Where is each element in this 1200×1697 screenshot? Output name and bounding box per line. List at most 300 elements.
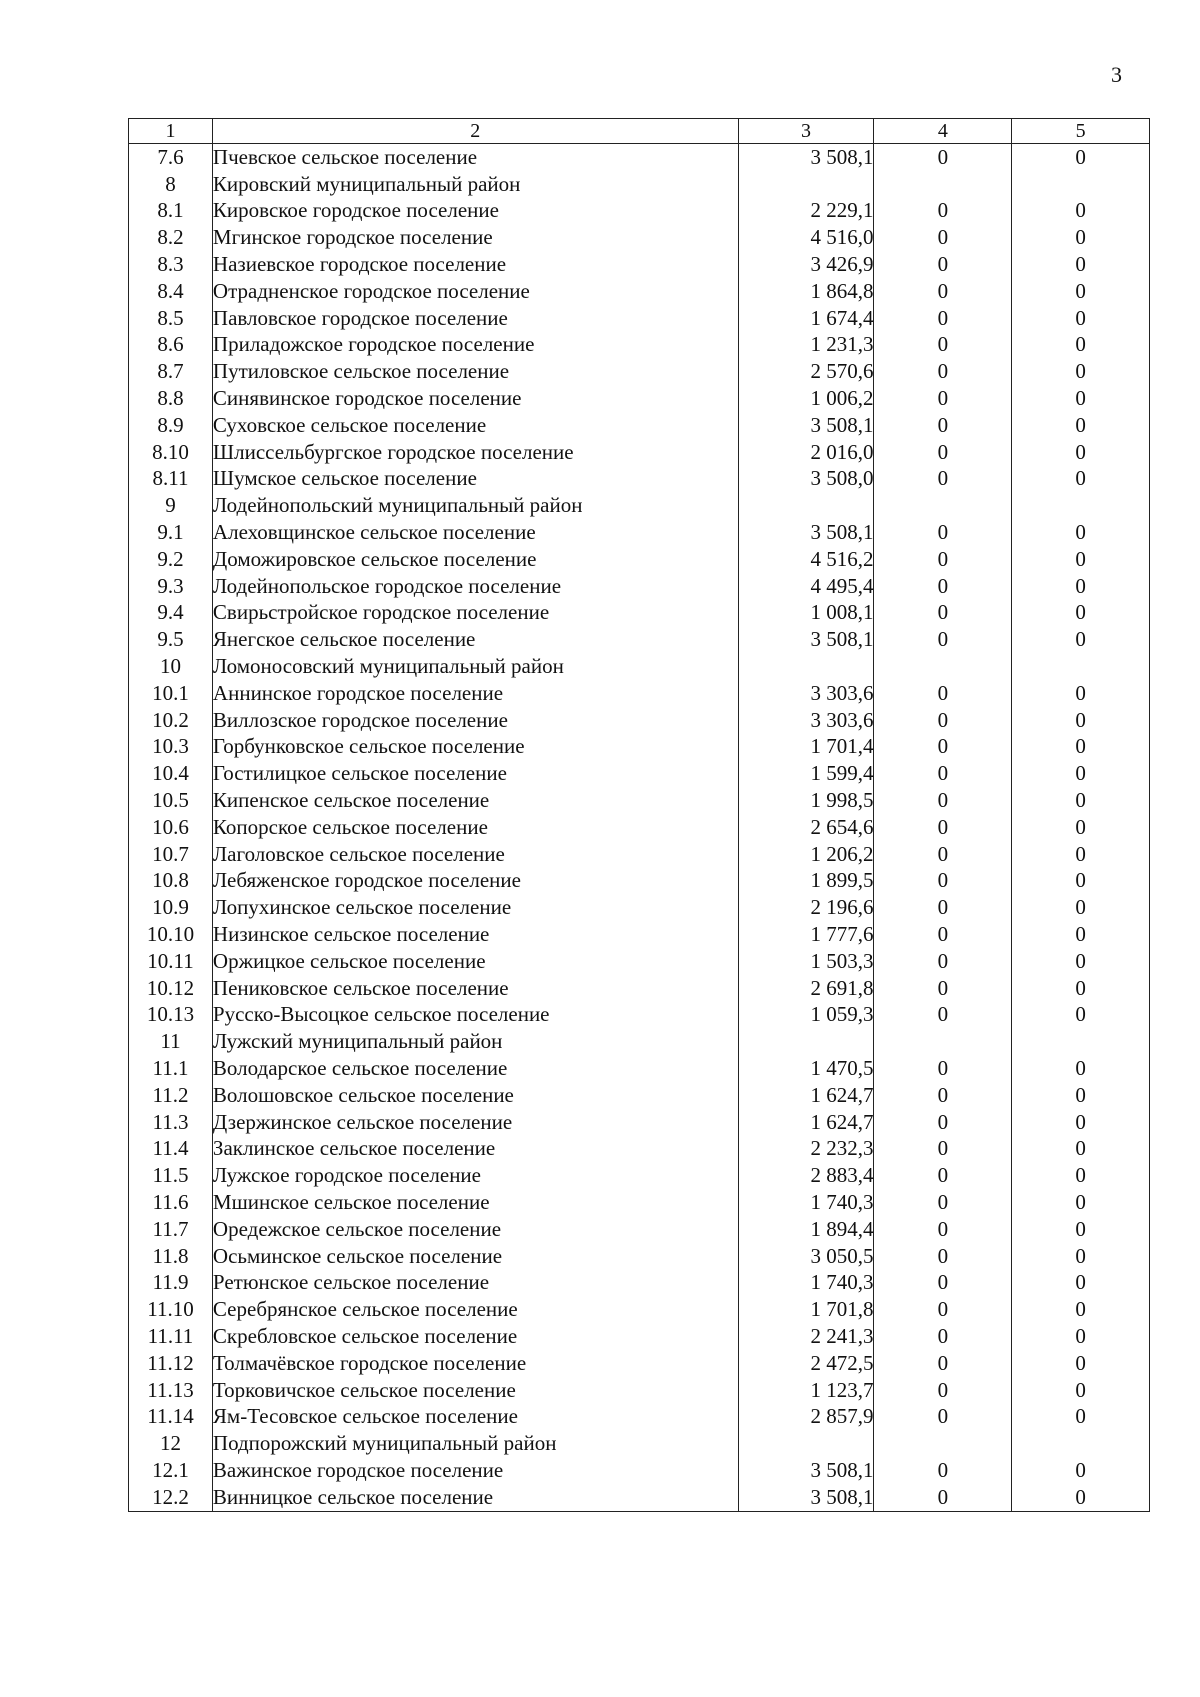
value-column-5: 0 (1012, 600, 1150, 627)
value-column-5: 0 (1012, 1055, 1150, 1082)
settlement-name: Важинское городское поселение (212, 1457, 738, 1484)
table-row (129, 653, 1150, 680)
settlement-name: Назиевское городское поселение (212, 251, 738, 278)
settlement-name: Скребловское сельское поселение (212, 1323, 738, 1350)
table-row (129, 1135, 1150, 1162)
value-column-5: 0 (1012, 787, 1150, 814)
row-number: 12.1 (129, 1457, 213, 1484)
value-column-4: 0 (874, 1403, 1012, 1430)
row-number: 8.5 (129, 305, 213, 332)
value-column-3: 1 006,2 (738, 385, 874, 412)
row-number: 11.10 (129, 1296, 213, 1323)
table-row (129, 385, 1150, 412)
value-column-3: 1 894,4 (738, 1216, 874, 1243)
table-row (129, 787, 1150, 814)
value-column-5: 0 (1012, 948, 1150, 975)
value-column-3: 1 899,5 (738, 868, 874, 895)
settlement-name: Ям-Тесовское сельское поселение (212, 1403, 738, 1430)
value-column-3: 1 123,7 (738, 1377, 874, 1404)
value-column-4: 0 (874, 1135, 1012, 1162)
table-row (129, 894, 1150, 921)
row-number: 11.11 (129, 1323, 213, 1350)
row-number: 11.7 (129, 1216, 213, 1243)
value-column-4: 0 (874, 894, 1012, 921)
row-number: 10.7 (129, 841, 213, 868)
value-column-4: 0 (874, 868, 1012, 895)
row-number: 8.4 (129, 278, 213, 305)
value-column-4: 0 (874, 1243, 1012, 1270)
table-row (129, 198, 1150, 225)
settlement-name: Мшинское сельское поселение (212, 1189, 738, 1216)
table-row (129, 1269, 1150, 1296)
table-row (129, 707, 1150, 734)
row-number: 11.6 (129, 1189, 213, 1216)
value-column-5: 0 (1012, 466, 1150, 493)
settlement-name: Толмачёвское городское поселение (212, 1350, 738, 1377)
settlement-name: Лодейнопольский муниципальный район (212, 492, 738, 519)
value-column-4: 0 (874, 466, 1012, 493)
value-column-3 (738, 1430, 874, 1457)
value-column-5: 0 (1012, 1484, 1150, 1511)
row-number: 10.6 (129, 814, 213, 841)
value-column-3: 1 624,7 (738, 1082, 874, 1109)
row-number: 10.1 (129, 680, 213, 707)
settlement-name: Торковичское сельское поселение (212, 1377, 738, 1404)
value-column-3: 2 016,0 (738, 439, 874, 466)
value-column-4: 0 (874, 224, 1012, 251)
table-row (129, 1162, 1150, 1189)
row-number: 11.2 (129, 1082, 213, 1109)
settlement-name: Свирьстройское городское поселение (212, 600, 738, 627)
table-row (129, 1296, 1150, 1323)
value-column-4: 0 (874, 332, 1012, 359)
table-row (129, 1055, 1150, 1082)
value-column-3: 2 241,3 (738, 1323, 874, 1350)
settlement-name: Приладожское городское поселение (212, 332, 738, 359)
value-column-4: 0 (874, 1323, 1012, 1350)
settlement-name: Кировский муниципальный район (212, 171, 738, 198)
value-column-4: 0 (874, 305, 1012, 332)
table-row (129, 1457, 1150, 1484)
value-column-3 (738, 171, 874, 198)
value-column-5: 0 (1012, 573, 1150, 600)
value-column-3: 1 008,1 (738, 600, 874, 627)
value-column-4: 0 (874, 546, 1012, 573)
value-column-5: 0 (1012, 1350, 1150, 1377)
row-number: 8.9 (129, 412, 213, 439)
settlement-name: Володарское сельское поселение (212, 1055, 738, 1082)
value-column-4: 0 (874, 1350, 1012, 1377)
settlement-name: Суховское сельское поселение (212, 412, 738, 439)
value-column-5: 0 (1012, 1002, 1150, 1029)
value-column-4: 0 (874, 1002, 1012, 1029)
value-column-4: 0 (874, 1269, 1012, 1296)
table-row (129, 412, 1150, 439)
value-column-3 (738, 492, 874, 519)
table-row (129, 305, 1150, 332)
value-column-5 (1012, 492, 1150, 519)
value-column-5: 0 (1012, 626, 1150, 653)
value-column-4: 0 (874, 948, 1012, 975)
row-number: 9 (129, 492, 213, 519)
value-column-5: 0 (1012, 1216, 1150, 1243)
settlement-name: Ломоносовский муниципальный район (212, 653, 738, 680)
value-column-5: 0 (1012, 894, 1150, 921)
value-column-3: 1 864,8 (738, 278, 874, 305)
settlement-name: Лопухинское сельское поселение (212, 894, 738, 921)
value-column-3: 2 691,8 (738, 975, 874, 1002)
table-row (129, 466, 1150, 493)
column-header-1: 1 (129, 119, 213, 144)
row-number: 11.1 (129, 1055, 213, 1082)
data-table (128, 118, 1150, 1512)
settlement-name: Лужское городское поселение (212, 1162, 738, 1189)
table-row (129, 1109, 1150, 1136)
value-column-5: 0 (1012, 251, 1150, 278)
value-column-3: 1 599,4 (738, 760, 874, 787)
value-column-5: 0 (1012, 519, 1150, 546)
value-column-4: 0 (874, 1082, 1012, 1109)
table-row (129, 358, 1150, 385)
table-row (129, 680, 1150, 707)
value-column-3: 3 508,0 (738, 466, 874, 493)
settlement-name: Дзержинское сельское поселение (212, 1109, 738, 1136)
value-column-5 (1012, 1028, 1150, 1055)
header-row (129, 119, 1150, 144)
table-row (129, 734, 1150, 761)
value-column-5: 0 (1012, 385, 1150, 412)
settlement-name: Низинское сельское поселение (212, 921, 738, 948)
table-row (129, 546, 1150, 573)
row-number: 11.14 (129, 1403, 213, 1430)
value-column-3: 1 740,3 (738, 1189, 874, 1216)
value-column-3: 1 470,5 (738, 1055, 874, 1082)
value-column-4: 0 (874, 198, 1012, 225)
value-column-4: 0 (874, 600, 1012, 627)
value-column-4: 0 (874, 358, 1012, 385)
value-column-3: 1 059,3 (738, 1002, 874, 1029)
table-row (129, 171, 1150, 198)
table-row (129, 814, 1150, 841)
value-column-3: 3 050,5 (738, 1243, 874, 1270)
value-column-4: 0 (874, 1109, 1012, 1136)
row-number: 10.8 (129, 868, 213, 895)
row-number: 12.2 (129, 1484, 213, 1511)
value-column-5: 0 (1012, 1189, 1150, 1216)
value-column-4: 0 (874, 144, 1012, 171)
value-column-5: 0 (1012, 1269, 1150, 1296)
value-column-5: 0 (1012, 305, 1150, 332)
table-row (129, 1377, 1150, 1404)
settlement-name: Кипенское сельское поселение (212, 787, 738, 814)
value-column-4: 0 (874, 519, 1012, 546)
value-column-5 (1012, 171, 1150, 198)
row-number: 11.4 (129, 1135, 213, 1162)
row-number: 8.6 (129, 332, 213, 359)
value-column-5: 0 (1012, 546, 1150, 573)
settlement-name: Копорское сельское поселение (212, 814, 738, 841)
row-number: 8.10 (129, 439, 213, 466)
settlement-name: Янегское сельское поселение (212, 626, 738, 653)
row-number: 8.3 (129, 251, 213, 278)
column-header-3: 3 (738, 119, 874, 144)
settlement-name: Аннинское городское поселение (212, 680, 738, 707)
settlement-name: Винницкое сельское поселение (212, 1484, 738, 1511)
settlement-name: Шумское сельское поселение (212, 466, 738, 493)
value-column-3 (738, 653, 874, 680)
value-column-5: 0 (1012, 144, 1150, 171)
table-row (129, 1403, 1150, 1430)
settlement-name: Пениковское сельское поселение (212, 975, 738, 1002)
settlement-name: Осьминское сельское поселение (212, 1243, 738, 1270)
value-column-4: 0 (874, 1055, 1012, 1082)
row-number: 10.4 (129, 760, 213, 787)
value-column-3: 2 883,4 (738, 1162, 874, 1189)
value-column-5: 0 (1012, 1243, 1150, 1270)
value-column-4: 0 (874, 626, 1012, 653)
value-column-5: 0 (1012, 224, 1150, 251)
value-column-3: 4 516,0 (738, 224, 874, 251)
settlement-name: Гостилицкое сельское поселение (212, 760, 738, 787)
value-column-5: 0 (1012, 921, 1150, 948)
row-number: 11 (129, 1028, 213, 1055)
settlement-name: Серебрянское сельское поселение (212, 1296, 738, 1323)
settlement-name: Волошовское сельское поселение (212, 1082, 738, 1109)
settlement-name: Горбунковское сельское поселение (212, 734, 738, 761)
value-column-4: 0 (874, 707, 1012, 734)
value-column-3: 3 508,1 (738, 519, 874, 546)
settlement-name: Синявинское городское поселение (212, 385, 738, 412)
table-row (129, 439, 1150, 466)
value-column-4: 0 (874, 573, 1012, 600)
value-column-4 (874, 1028, 1012, 1055)
value-column-3: 3 426,9 (738, 251, 874, 278)
value-column-3: 1 998,5 (738, 787, 874, 814)
settlement-name: Пчевское сельское поселение (212, 144, 738, 171)
value-column-4: 0 (874, 680, 1012, 707)
table-row (129, 1243, 1150, 1270)
settlement-name: Шлиссельбургское городское поселение (212, 439, 738, 466)
settlement-name: Кировское городское поселение (212, 198, 738, 225)
settlement-name: Оредежское сельское поселение (212, 1216, 738, 1243)
value-column-3: 1 503,3 (738, 948, 874, 975)
value-column-5 (1012, 653, 1150, 680)
table-row (129, 224, 1150, 251)
value-column-4 (874, 1430, 1012, 1457)
row-number: 12 (129, 1430, 213, 1457)
table-row (129, 1082, 1150, 1109)
row-number: 9.5 (129, 626, 213, 653)
row-number: 9.4 (129, 600, 213, 627)
row-number: 10.2 (129, 707, 213, 734)
row-number: 10.11 (129, 948, 213, 975)
row-number: 8.11 (129, 466, 213, 493)
row-number: 8.7 (129, 358, 213, 385)
value-column-4: 0 (874, 412, 1012, 439)
settlement-name: Заклинское сельское поселение (212, 1135, 738, 1162)
value-column-4: 0 (874, 734, 1012, 761)
value-column-4: 0 (874, 278, 1012, 305)
column-header-5: 5 (1012, 119, 1150, 144)
table-row (129, 251, 1150, 278)
row-number: 10.3 (129, 734, 213, 761)
row-number: 11.12 (129, 1350, 213, 1377)
value-column-4: 0 (874, 814, 1012, 841)
table-row (129, 144, 1150, 171)
row-number: 8.1 (129, 198, 213, 225)
row-number: 11.5 (129, 1162, 213, 1189)
row-number: 11.3 (129, 1109, 213, 1136)
value-column-3: 4 516,2 (738, 546, 874, 573)
value-column-3: 2 232,3 (738, 1135, 874, 1162)
value-column-3: 3 508,1 (738, 412, 874, 439)
row-number: 9.3 (129, 573, 213, 600)
value-column-5: 0 (1012, 439, 1150, 466)
table-row (129, 760, 1150, 787)
page-number: 3 (1111, 62, 1122, 87)
table-body (129, 144, 1150, 1512)
value-column-5: 0 (1012, 278, 1150, 305)
value-column-4: 0 (874, 385, 1012, 412)
table-row (129, 948, 1150, 975)
value-column-3: 2 229,1 (738, 198, 874, 225)
row-number: 10 (129, 653, 213, 680)
value-column-4: 0 (874, 1377, 1012, 1404)
value-column-4 (874, 171, 1012, 198)
value-column-4: 0 (874, 760, 1012, 787)
value-column-5: 0 (1012, 814, 1150, 841)
row-number: 8 (129, 171, 213, 198)
value-column-4: 0 (874, 1189, 1012, 1216)
value-column-3: 3 508,1 (738, 626, 874, 653)
settlement-name: Отрадненское городское поселение (212, 278, 738, 305)
row-number: 11.13 (129, 1377, 213, 1404)
value-column-5: 0 (1012, 680, 1150, 707)
value-column-3: 2 472,5 (738, 1350, 874, 1377)
value-column-3: 4 495,4 (738, 573, 874, 600)
value-column-5: 0 (1012, 868, 1150, 895)
value-column-5: 0 (1012, 332, 1150, 359)
row-number: 9.1 (129, 519, 213, 546)
value-column-5: 0 (1012, 198, 1150, 225)
settlement-name: Павловское городское поселение (212, 305, 738, 332)
row-number: 10.10 (129, 921, 213, 948)
table-row (129, 975, 1150, 1002)
value-column-5: 0 (1012, 1377, 1150, 1404)
table-row (129, 1350, 1150, 1377)
table-row (129, 492, 1150, 519)
table-row (129, 278, 1150, 305)
table-row (129, 1216, 1150, 1243)
value-column-4: 0 (874, 1216, 1012, 1243)
value-column-4: 0 (874, 1296, 1012, 1323)
settlement-name: Лужский муниципальный район (212, 1028, 738, 1055)
value-column-4: 0 (874, 439, 1012, 466)
value-column-3 (738, 1028, 874, 1055)
settlement-name: Оржицкое сельское поселение (212, 948, 738, 975)
value-column-5: 0 (1012, 1403, 1150, 1430)
table-row (129, 1323, 1150, 1350)
table-header (129, 119, 1150, 144)
column-header-2: 2 (212, 119, 738, 144)
value-column-3: 1 701,4 (738, 734, 874, 761)
settlement-name: Ретюнское сельское поселение (212, 1269, 738, 1296)
value-column-3: 1 740,3 (738, 1269, 874, 1296)
table-row (129, 868, 1150, 895)
value-column-5: 0 (1012, 1082, 1150, 1109)
value-column-5: 0 (1012, 1323, 1150, 1350)
value-column-5: 0 (1012, 707, 1150, 734)
settlement-name: Путиловское сельское поселение (212, 358, 738, 385)
value-column-3: 3 508,1 (738, 144, 874, 171)
table-row (129, 1028, 1150, 1055)
value-column-4 (874, 492, 1012, 519)
value-column-3: 1 206,2 (738, 841, 874, 868)
table-row (129, 573, 1150, 600)
table-row (129, 1430, 1150, 1457)
value-column-5: 0 (1012, 1457, 1150, 1484)
value-column-5: 0 (1012, 1296, 1150, 1323)
value-column-5: 0 (1012, 1135, 1150, 1162)
settlement-name: Алеховщинское сельское поселение (212, 519, 738, 546)
value-column-5: 0 (1012, 1109, 1150, 1136)
value-column-5: 0 (1012, 358, 1150, 385)
value-column-3: 2 654,6 (738, 814, 874, 841)
row-number: 11.8 (129, 1243, 213, 1270)
value-column-3: 2 857,9 (738, 1403, 874, 1430)
settlement-name: Подпорожский муниципальный район (212, 1430, 738, 1457)
value-column-3: 2 196,6 (738, 894, 874, 921)
row-number: 11.9 (129, 1269, 213, 1296)
table-row (129, 600, 1150, 627)
row-number: 10.13 (129, 1002, 213, 1029)
value-column-4: 0 (874, 975, 1012, 1002)
value-column-5: 0 (1012, 975, 1150, 1002)
value-column-5: 0 (1012, 760, 1150, 787)
row-number: 7.6 (129, 144, 213, 171)
row-number: 10.9 (129, 894, 213, 921)
value-column-4 (874, 653, 1012, 680)
value-column-4: 0 (874, 1162, 1012, 1189)
table-row (129, 841, 1150, 868)
value-column-3: 3 303,6 (738, 707, 874, 734)
value-column-3: 3 508,1 (738, 1484, 874, 1511)
value-column-3: 3 303,6 (738, 680, 874, 707)
value-column-3: 3 508,1 (738, 1457, 874, 1484)
row-number: 10.5 (129, 787, 213, 814)
settlement-name: Лебяженское городское поселение (212, 868, 738, 895)
settlement-name: Лодейнопольское городское поселение (212, 573, 738, 600)
value-column-4: 0 (874, 787, 1012, 814)
value-column-5: 0 (1012, 412, 1150, 439)
value-column-5 (1012, 1430, 1150, 1457)
table-row (129, 921, 1150, 948)
settlement-name: Доможировское сельское поселение (212, 546, 738, 573)
table-row (129, 1484, 1150, 1511)
value-column-5: 0 (1012, 1162, 1150, 1189)
settlement-name: Мгинское городское поселение (212, 224, 738, 251)
table-row (129, 1002, 1150, 1029)
table-row (129, 519, 1150, 546)
value-column-3: 2 570,6 (738, 358, 874, 385)
value-column-3: 1 674,4 (738, 305, 874, 332)
table-row (129, 1189, 1150, 1216)
row-number: 8.2 (129, 224, 213, 251)
value-column-5: 0 (1012, 734, 1150, 761)
row-number: 9.2 (129, 546, 213, 573)
row-number: 10.12 (129, 975, 213, 1002)
table-row (129, 626, 1150, 653)
